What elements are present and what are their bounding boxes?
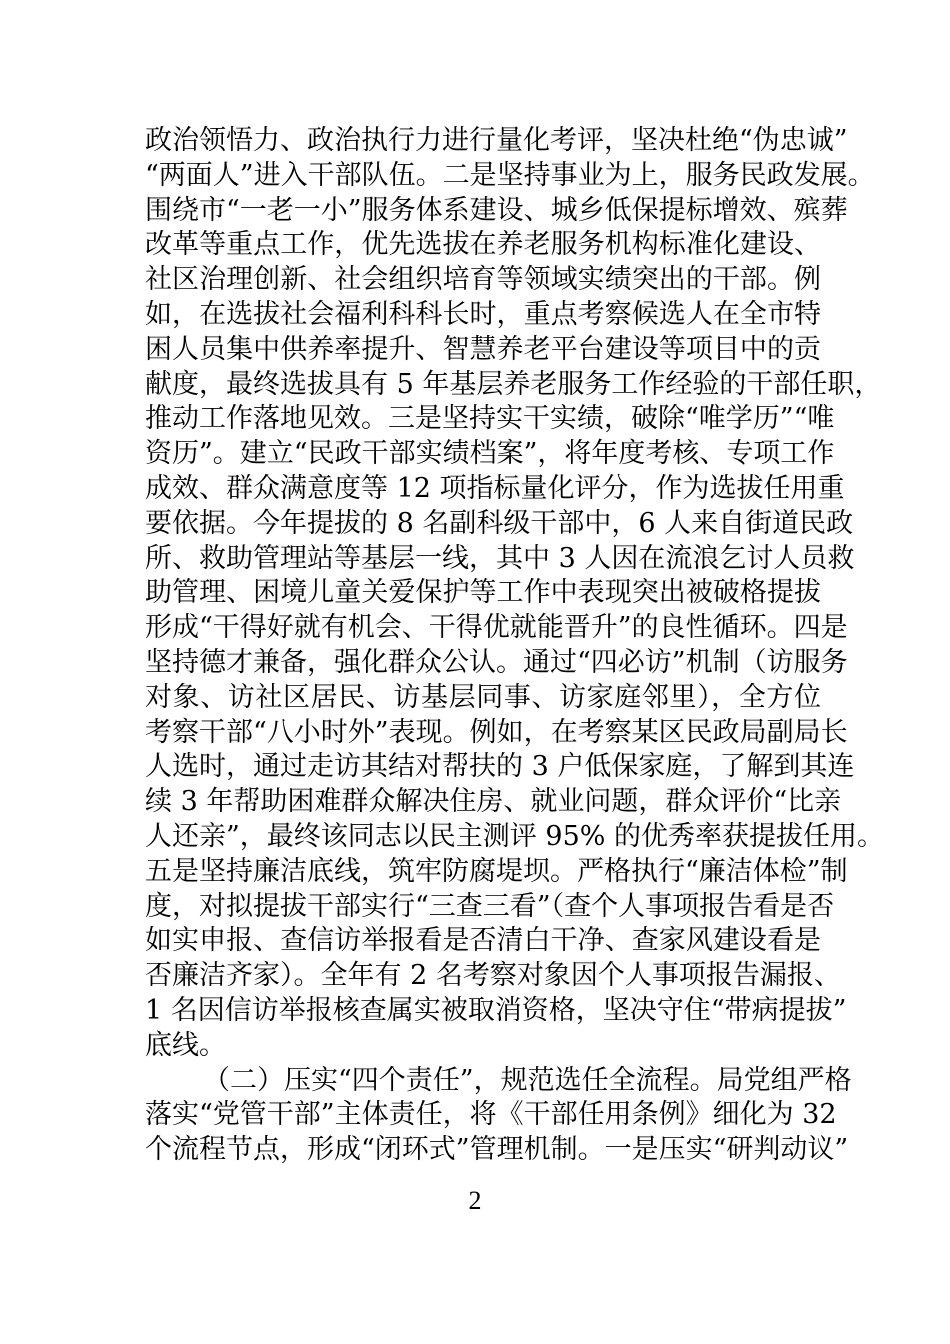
section-heading-line: （二）压实“四个责任”，规范选任全流程。局党组严格 xyxy=(203,1064,852,1096)
text-line: 所、救助管理站等基层一线，其中 3 人因在流浪乞讨人员救 xyxy=(145,542,855,574)
text-line: 如，在选拔社会福利科科长时，重点考察候选人在全市特 xyxy=(145,298,821,330)
text-line: 续 3 年帮助困难群众解决住房、就业问题，群众评价“比亲 xyxy=(145,786,842,818)
text-line: 如实申报、查信访举报看是否清白干净、查家风建设看是 xyxy=(145,925,821,957)
text-line: 困人员集中供养率提升、智慧养老平台建设等项目中的贡 xyxy=(145,333,821,365)
text-line: 献度，最终选拔具有 5 年基层养老服务工作经验的干部任职， xyxy=(145,368,882,400)
text-line: 度，对拟提拔干部实行“三查三看”（查个人事项报告看是否 xyxy=(145,890,835,922)
text-line: 政治领悟力、政治执行力进行量化考评，坚决杜绝“伪忠诚” xyxy=(145,125,848,156)
text-line: 助管理、困境儿童关爱保护等工作中表现突出被破格提拔 xyxy=(145,577,821,609)
page-number: 2 xyxy=(468,1186,482,1215)
text-line: 考察干部“八小时外”表现。例如，在考察某区民政局副局长 xyxy=(145,716,848,748)
text-line: “两面人”进入干部队伍。二是坚持事业为上，服务民政发展。 xyxy=(145,159,875,191)
text-line: 社区治理创新、社会组织培育等领域实绩突出的干部。例 xyxy=(145,264,821,296)
text-line: 对象、访社区居民、访基层同事、访家庭邻里），全方位 xyxy=(145,681,821,713)
text-line: 人还亲”，最终该同志以民主测评 95% 的优秀率获提拔任用。 xyxy=(145,820,884,852)
document-body xyxy=(145,124,884,1168)
text-line: 成效、群众满意度等 12 项指标量化评分，作为选拔任用重 xyxy=(145,472,845,504)
text-line: 形成“干得好就有机会、干得优就能晋升”的良性循环。四是 xyxy=(145,612,848,644)
text-line: 资历”。建立“民政干部实绩档案”，将年度考核、专项工作 xyxy=(145,438,835,470)
text-line: 推动工作落地见效。三是坚持实干实绩，破除“唯学历”“唯 xyxy=(145,403,835,435)
text-line: 落实“党管干部”主体责任，将《干部任用条例》细化为 32 xyxy=(145,1099,837,1131)
text-line: 坚持德才兼备，强化群众公认。通过“四必访”机制（访服务 xyxy=(145,646,848,678)
text-line: 围绕市“一老一小”服务体系建设、城乡低保提标增效、殡葬 xyxy=(145,194,848,226)
text-line: 个流程节点，形成“闭环式”管理机制。一是压实“研判动议” xyxy=(145,1134,849,1166)
text-line: 底线。 xyxy=(145,1029,226,1061)
text-line: 五是坚持廉洁底线，筑牢防腐堤坝。严格执行“廉洁体检”制 xyxy=(145,855,848,887)
text-line: 要依据。今年提拔的 8 名副科级干部中，6 人来自街道民政 xyxy=(145,507,854,539)
text-line: 否廉洁齐家）。全年有 2 名考察对象因个人事项报告漏报、 xyxy=(145,960,841,992)
text-line: 1 名因信访举报核查属实被取消资格，坚决守住“带病提拔” xyxy=(145,994,847,1026)
text-line: 改革等重点工作，优先选拔在养老服务机构标准化建设、 xyxy=(145,229,821,261)
text-line: 人选时，通过走访其结对帮扶的 3 户低保家庭，了解到其连 xyxy=(145,751,855,783)
